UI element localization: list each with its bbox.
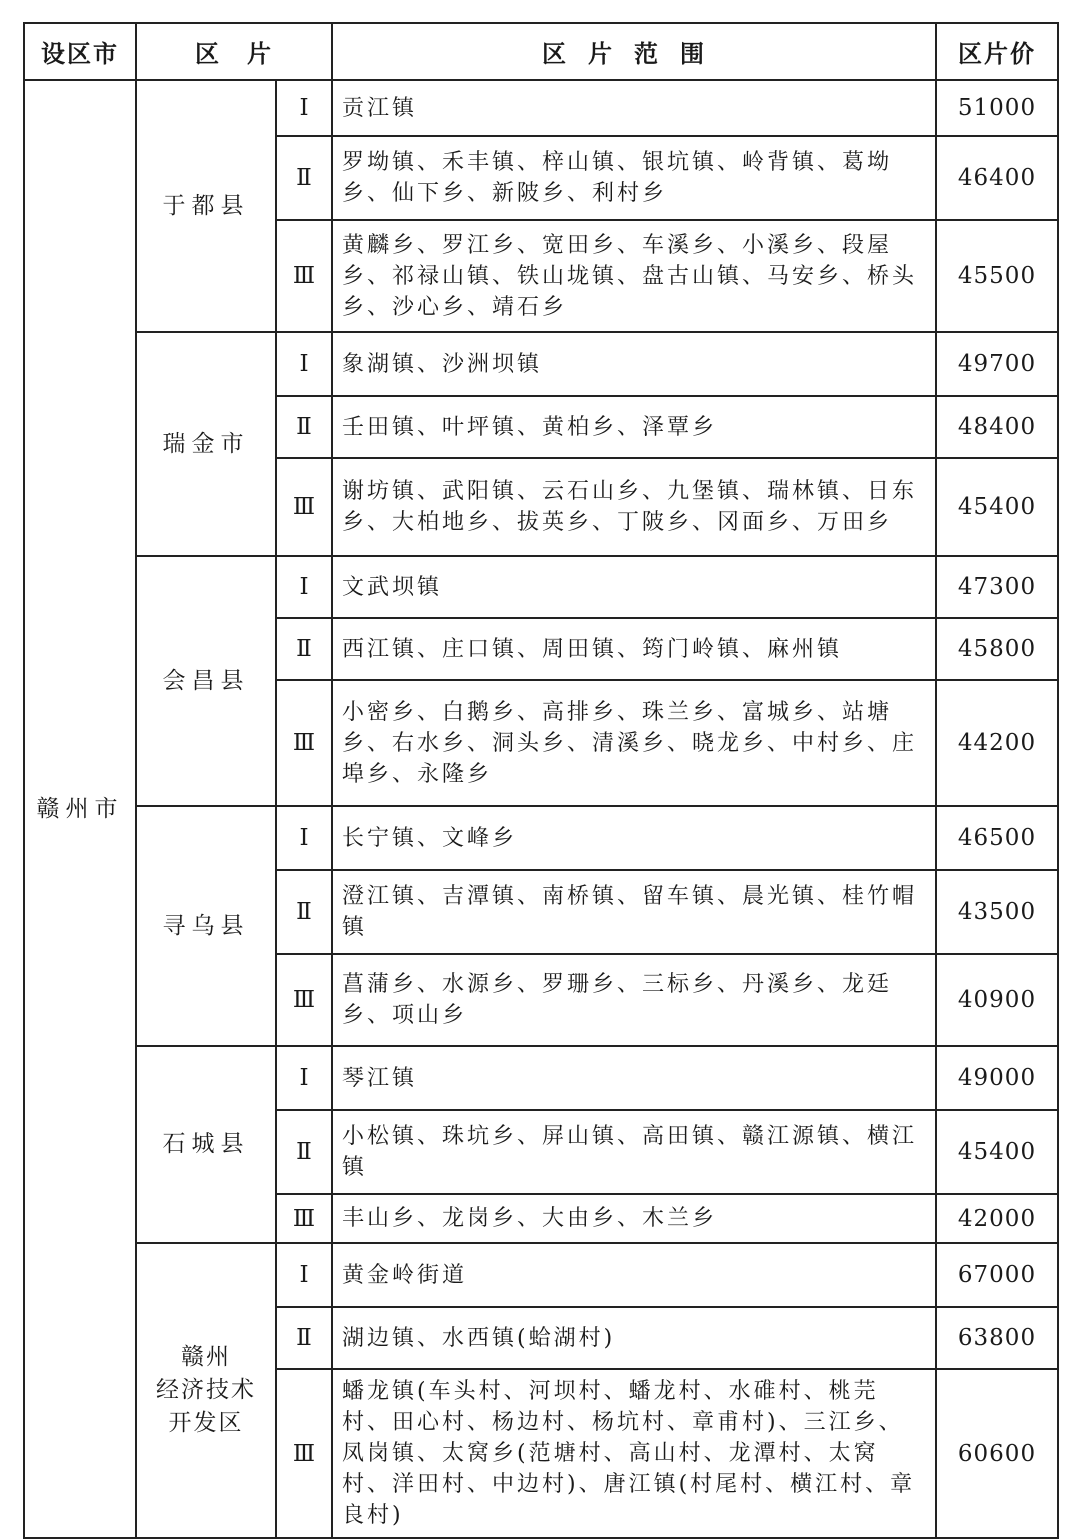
scope-cell: 湖边镇、水西镇(蛤湖村) xyxy=(332,1307,936,1369)
county-cell: 会昌县 xyxy=(136,556,276,806)
header-city: 设区市 xyxy=(24,23,136,80)
table-row xyxy=(24,806,1058,870)
scope-cell: 琴江镇 xyxy=(332,1046,936,1110)
price-cell: 45400 xyxy=(936,1110,1058,1194)
scope-cell: 澄江镇、吉潭镇、南桥镇、留车镇、晨光镇、桂竹帽镇 xyxy=(332,870,936,954)
tier-cell: Ⅱ xyxy=(276,396,332,458)
scope-cell: 贡江镇 xyxy=(332,80,936,136)
price-cell: 45500 xyxy=(936,220,1058,332)
price-cell: 47300 xyxy=(936,556,1058,618)
price-cell: 51000 xyxy=(936,80,1058,136)
tier-cell: Ⅰ xyxy=(276,806,332,870)
price-cell: 49700 xyxy=(936,332,1058,396)
county-cell: 瑞金市 xyxy=(136,332,276,556)
scope-cell: 黄金岭街道 xyxy=(332,1243,936,1307)
tier-cell: Ⅰ xyxy=(276,1243,332,1307)
land-price-table xyxy=(23,22,1059,1539)
tier-cell: Ⅱ xyxy=(276,870,332,954)
scope-cell: 小密乡、白鹅乡、高排乡、珠兰乡、富城乡、站塘乡、右水乡、洞头乡、清溪乡、晓龙乡、中村乡、庄埠乡、永隆乡 xyxy=(332,680,936,806)
tier-cell: Ⅱ xyxy=(276,1110,332,1194)
header-zone: 区 片 xyxy=(136,23,332,80)
scope-cell: 文武坝镇 xyxy=(332,556,936,618)
county-cell: 石城县 xyxy=(136,1046,276,1243)
table-row xyxy=(24,1243,1058,1307)
tier-cell: Ⅱ xyxy=(276,1307,332,1369)
tier-cell: Ⅲ xyxy=(276,458,332,556)
price-cell: 46500 xyxy=(936,806,1058,870)
header-price: 区片价 xyxy=(936,23,1058,80)
price-cell: 40900 xyxy=(936,954,1058,1046)
header-row xyxy=(24,23,1058,80)
scope-cell: 西江镇、庄口镇、周田镇、筠门岭镇、麻州镇 xyxy=(332,618,936,680)
price-cell: 48400 xyxy=(936,396,1058,458)
table-row xyxy=(24,80,1058,136)
tier-cell: Ⅰ xyxy=(276,1046,332,1110)
price-cell: 45400 xyxy=(936,458,1058,556)
county-cell: 寻乌县 xyxy=(136,806,276,1046)
scope-cell: 象湖镇、沙洲坝镇 xyxy=(332,332,936,396)
header-scope: 区片范围 xyxy=(332,23,936,80)
tier-cell: Ⅲ xyxy=(276,220,332,332)
scope-cell: 蟠龙镇(车头村、河坝村、蟠龙村、水碓村、桃芫村、田心村、杨边村、杨坑村、章甫村)、三江乡、凤岗镇、太窝乡(范塘村、高山村、龙潭村、太窝村、洋田村、中边村)、唐江镇(村尾村、横江村、章良村) xyxy=(332,1369,936,1538)
tier-cell: Ⅰ xyxy=(276,556,332,618)
tier-cell: Ⅱ xyxy=(276,618,332,680)
county-cell: 赣州 经济技术 开发区 xyxy=(136,1243,276,1538)
price-cell: 43500 xyxy=(936,870,1058,954)
table-row xyxy=(24,556,1058,618)
scope-cell: 壬田镇、叶坪镇、黄柏乡、泽覃乡 xyxy=(332,396,936,458)
tier-cell: Ⅰ xyxy=(276,80,332,136)
price-cell: 45800 xyxy=(936,618,1058,680)
price-cell: 44200 xyxy=(936,680,1058,806)
scope-cell: 小松镇、珠坑乡、屏山镇、高田镇、赣江源镇、横江镇 xyxy=(332,1110,936,1194)
county-cell: 于都县 xyxy=(136,80,276,332)
city-cell: 赣州市 xyxy=(24,80,136,1538)
table-body xyxy=(24,80,1058,1538)
scope-cell: 菖蒲乡、水源乡、罗珊乡、三标乡、丹溪乡、龙廷乡、项山乡 xyxy=(332,954,936,1046)
scope-cell: 长宁镇、文峰乡 xyxy=(332,806,936,870)
price-cell: 46400 xyxy=(936,136,1058,220)
scope-cell: 丰山乡、龙岗乡、大由乡、木兰乡 xyxy=(332,1194,936,1243)
tier-cell: Ⅱ xyxy=(276,136,332,220)
tier-cell: Ⅰ xyxy=(276,332,332,396)
scope-cell: 谢坊镇、武阳镇、云石山乡、九堡镇、瑞林镇、日东乡、大柏地乡、拔英乡、丁陂乡、冈面乡、万田乡 xyxy=(332,458,936,556)
scope-cell: 罗坳镇、禾丰镇、梓山镇、银坑镇、岭背镇、葛坳乡、仙下乡、新陂乡、利村乡 xyxy=(332,136,936,220)
price-cell: 49000 xyxy=(936,1046,1058,1110)
tier-cell: Ⅲ xyxy=(276,680,332,806)
price-cell: 67000 xyxy=(936,1243,1058,1307)
tier-cell: Ⅲ xyxy=(276,1369,332,1538)
tier-cell: Ⅲ xyxy=(276,1194,332,1243)
table-row xyxy=(24,332,1058,396)
table-row xyxy=(24,1046,1058,1110)
price-cell: 60600 xyxy=(936,1369,1058,1538)
price-cell: 42000 xyxy=(936,1194,1058,1243)
price-cell: 63800 xyxy=(936,1307,1058,1369)
scope-cell: 黄麟乡、罗江乡、宽田乡、车溪乡、小溪乡、段屋乡、祁禄山镇、铁山垅镇、盘古山镇、马安乡、桥头乡、沙心乡、靖石乡 xyxy=(332,220,936,332)
tier-cell: Ⅲ xyxy=(276,954,332,1046)
